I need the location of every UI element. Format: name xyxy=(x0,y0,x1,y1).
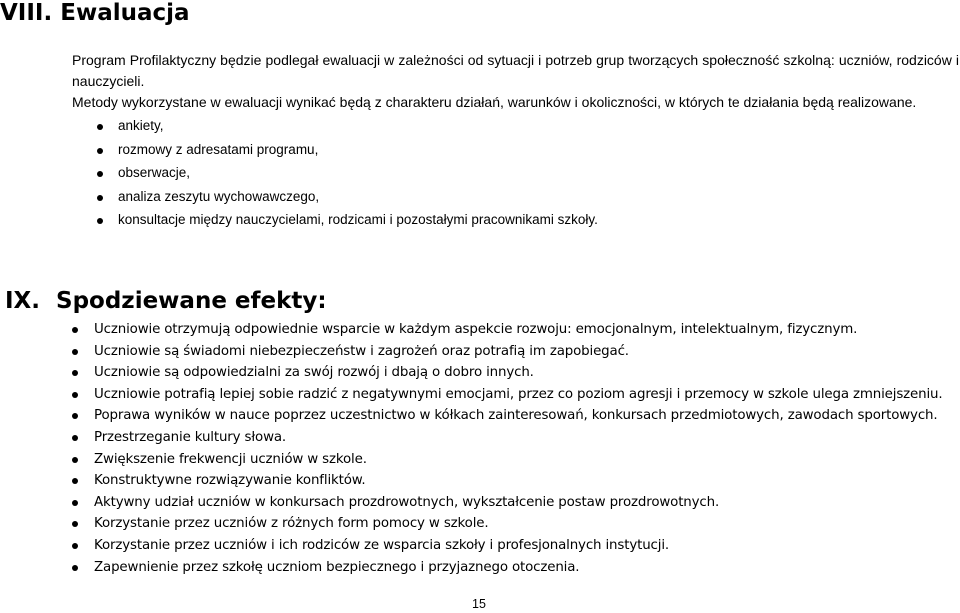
bullet-icon xyxy=(72,435,78,441)
list-item xyxy=(118,163,598,187)
bullet-icon xyxy=(72,500,78,506)
bullet-icon xyxy=(72,521,78,527)
section-8-heading xyxy=(0,0,190,26)
bullet-icon xyxy=(97,171,103,177)
list-item xyxy=(118,187,598,211)
bullet-icon xyxy=(97,195,103,201)
list-item-text: Zapewnienie przez szkołę uczniom bezpiecznego i przyjaznego otoczenia. xyxy=(94,559,580,575)
list-item xyxy=(94,494,942,516)
bullet-icon xyxy=(97,218,103,224)
bullet-icon xyxy=(72,370,78,376)
bullet-icon xyxy=(72,327,78,333)
list-item-text: konsultacje między nauczycielami, rodzicami i pozostałymi pracownikami szkoły. xyxy=(118,212,598,227)
bullet-icon xyxy=(72,349,78,355)
bullet-icon xyxy=(72,392,78,398)
bullet-icon xyxy=(72,543,78,549)
bullet-icon xyxy=(72,457,78,463)
list-item xyxy=(94,321,942,343)
list-item xyxy=(94,429,942,451)
list-item-text: Konstruktywne rozwiązywanie konfliktów. xyxy=(94,473,366,489)
bullet-icon xyxy=(72,413,78,419)
list-item-text: Uczniowie są odpowiedzialni za swój rozwój i dbają o dobro innych. xyxy=(94,365,534,381)
section-8-title: Ewaluacja xyxy=(60,0,190,26)
list-item xyxy=(94,472,942,494)
list-item xyxy=(94,559,942,581)
list-item-text: Korzystanie przez uczniów z różnych form pomocy w szkole. xyxy=(94,516,489,532)
evaluation-methods-paragraph: Metody wykorzystane w ewaluacji wynikać będą z charakteru działań, warunków i okoliczności, w których te działania będą realizowane. xyxy=(72,94,917,110)
evaluation-methods-list xyxy=(118,116,598,234)
list-item-text: Przestrzeganie kultury słowa. xyxy=(94,429,287,445)
list-item-text: Aktywny udział uczniów w konkursach prozdrowotnych, wykształcenie postaw prozdrowotnych. xyxy=(94,494,720,510)
list-item xyxy=(118,140,598,164)
list-item xyxy=(94,386,942,408)
section-9-heading xyxy=(5,288,327,314)
list-item-text: Uczniowie otrzymują odpowiednie wsparcie w każdym aspekcie rozwoju: emocjonalnym, intelektualnym, fizycznym. xyxy=(94,322,858,337)
evaluation-intro-paragraph: Program Profilaktyczny będzie podlegał ewaluacji w zależności od sytuacji i potrzeb grup tworzących społeczność szkolną: uczniów, rodziców i nauczycieli. xyxy=(72,52,959,89)
list-item xyxy=(94,364,942,386)
list-item xyxy=(94,515,942,537)
list-item-text: Korzystanie przez uczniów i ich rodziców ze wsparcia szkoły i profesjonalnych instytucji. xyxy=(94,537,669,553)
list-item-text: Poprawa wyników w nauce poprzez uczestnictwo w kółkach zainteresowań, konkursach przedmiotowych, zawodach sportowych. xyxy=(94,408,938,424)
bullet-icon xyxy=(72,565,78,571)
bullet-icon xyxy=(72,478,78,484)
section-8-number: VIII. xyxy=(0,0,53,26)
list-item-text: rozmowy z adresatami programu, xyxy=(118,141,319,157)
list-item-text: analiza zeszytu wychowawczego, xyxy=(118,188,320,204)
bullet-icon xyxy=(97,148,103,154)
list-item xyxy=(94,407,942,429)
list-item xyxy=(118,116,598,140)
list-item xyxy=(94,451,942,473)
list-item-text: Uczniowie potrafią lepiej sobie radzić z negatywnymi emocjami, przez co poziom agresji i przemocy w szkole ulega zmniejszeniu. xyxy=(94,386,943,402)
section-9-number: IX. xyxy=(5,288,41,314)
list-item-text: obserwacje, xyxy=(118,165,191,180)
section-9-title: Spodziewane efekty: xyxy=(56,288,327,314)
page-number: 15 xyxy=(472,597,486,611)
list-item-text: Zwiększenie frekwencji uczniów w szkole. xyxy=(94,451,367,467)
list-item xyxy=(94,537,942,559)
list-item-text: ankiety, xyxy=(118,118,164,133)
list-item xyxy=(94,343,942,365)
bullet-icon xyxy=(97,124,103,130)
list-item-text: Uczniowie są świadomi niebezpieczeństw i zagrożeń oraz potrafią im zapobiegać. xyxy=(94,343,629,359)
expected-effects-list xyxy=(94,321,942,580)
list-item xyxy=(118,210,598,234)
